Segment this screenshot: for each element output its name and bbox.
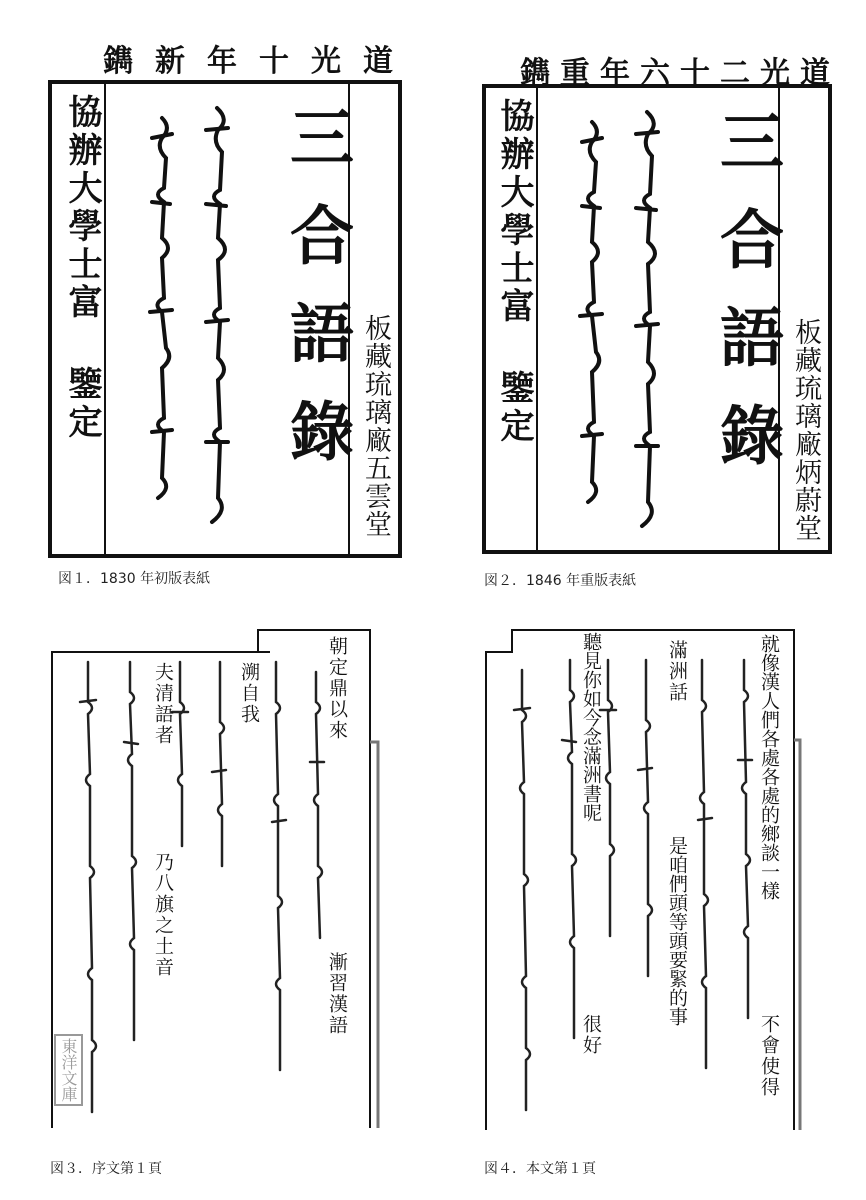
fig1-cover-frame bbox=[48, 80, 402, 558]
fig4-column-3: 聽見你如今念滿洲書呢 bbox=[580, 632, 602, 822]
fig2-right-column: 板藏琉璃廠炳蔚堂 bbox=[790, 318, 821, 542]
fig3-library-stamp: 東洋文庫 bbox=[54, 1034, 83, 1106]
fig1-caption: 図１．1830 年初版表紙 bbox=[58, 571, 211, 587]
fig2-left-column: 協辦大學士富 鑒定 bbox=[494, 98, 534, 446]
fig2-manchu-script bbox=[552, 102, 692, 552]
fig3-column-4: 乃八旗之土音 bbox=[152, 852, 174, 978]
fig3-column-2: 溯自我 bbox=[238, 662, 260, 725]
fig4-caption: 図４．本文第１頁 bbox=[484, 1161, 596, 1177]
fig1-top-title: 道光十年新鐫 bbox=[103, 44, 415, 79]
fig1-right-column: 板藏琉璃廠五雲堂 bbox=[360, 314, 391, 538]
fig4-column-5: 很好 bbox=[580, 1014, 602, 1056]
fig2-caption: 図２．1846 年重版表紙 bbox=[484, 573, 637, 589]
figure-1 bbox=[40, 28, 420, 558]
figure-4 bbox=[478, 620, 828, 1136]
fig3-column-1: 朝定鼎以來 bbox=[326, 636, 348, 741]
fig4-column-1: 就像漢人們各處各處的鄉談一樣 bbox=[758, 634, 780, 900]
fig4-column-6: 不會使得 bbox=[758, 1014, 780, 1098]
fig2-top-title: 道光二十六年重鐫 bbox=[520, 56, 840, 91]
fig1-left-column: 協辦大學士富 鑒定 bbox=[62, 94, 102, 442]
fig2-main-title: 三合語錄 bbox=[709, 108, 784, 500]
fig4-column-2: 滿洲話 bbox=[666, 640, 688, 703]
fig3-column-5: 漸習漢語 bbox=[326, 952, 348, 1036]
fig3-caption: 図３．序文第１頁 bbox=[50, 1161, 162, 1177]
fig1-main-title: 三合語錄 bbox=[279, 104, 354, 496]
fig2-cover-frame bbox=[482, 84, 832, 554]
figure-2 bbox=[470, 40, 840, 560]
fig3-column-3: 夫清語者 bbox=[152, 662, 174, 746]
fig4-column-4: 是咱們頭等頭要緊的事 bbox=[666, 836, 688, 1026]
fig1-manchu-script bbox=[122, 98, 262, 548]
figure-3 bbox=[40, 622, 380, 1134]
